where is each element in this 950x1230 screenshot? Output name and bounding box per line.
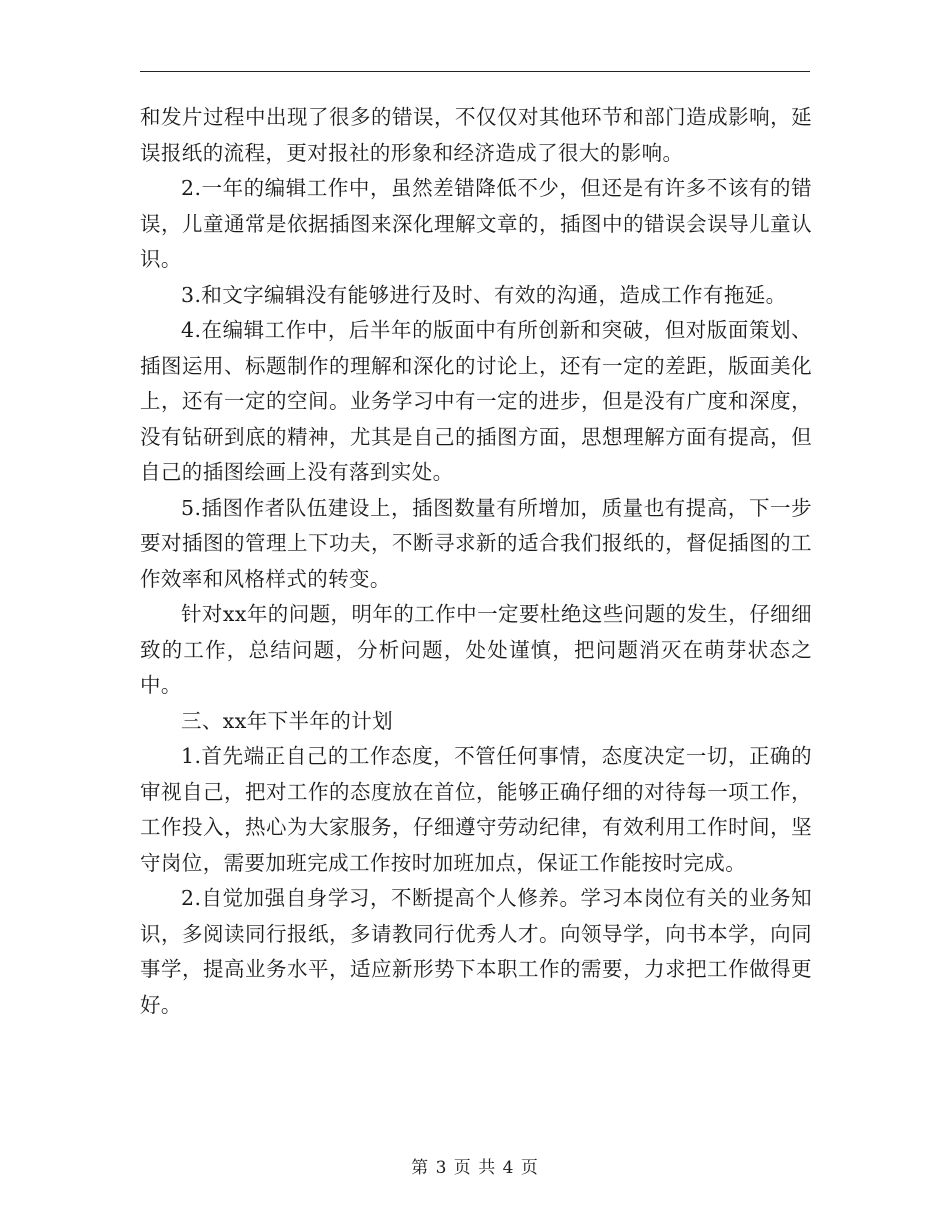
- paragraph-4: 4.在编辑工作中，后半年的版面中有所创新和突破，但对版面策划、插图运用、标题制作的理解和深化的讨论上，还有一定的差距，版面美化上，还有一定的空间。业务学习中有一定的进步，但是没有广度和深度，没有钻研到底的精神，尤其是自己的插图方面，思想理解方面有提高，但自己的插图绘画上没有落到实处。: [140, 318, 812, 484]
- paragraph-3: 3.和文字编辑没有能够进行及时、有效的沟通，造成工作有拖延。: [181, 282, 787, 307]
- paragraph-2: 2.一年的编辑工作中，虽然差错降低不少，但还是有许多不该有的错误，儿童通常是依据插图来深化理解文章的，插图中的错误会误导儿童认识。: [140, 176, 812, 271]
- paragraph-1: 和发片过程中出现了很多的错误，不仅仅对其他环节和部门造成影响，延误报纸的流程，更对报社的形象和经济造成了很大的影响。: [140, 105, 812, 165]
- paragraph-8: 2.自觉加强自身学习，不断提高个人修养。学习本岗位有关的业务知识，多阅读同行报纸，多请教同行优秀人才。向领导学，向书本学，向同事学，提高业务水平，适应新形势下本职工作的需要，力求把工作做得更好。: [140, 886, 812, 1017]
- paragraph-5: 5.插图作者队伍建设上，插图数量有所增加，质量也有提高，下一步要对插图的管理上下功夫，不断寻求新的适合我们报纸的，督促插图的工作效率和风格样式的转变。: [140, 495, 812, 591]
- page-number: 第 3 页 共 4 页: [411, 1158, 539, 1178]
- paragraph-7: 1.首先端正自己的工作态度，不管任何事情，态度决定一切，正确的审视自己，把对工作的态度放在首位，能够正确仔细的对待每一项工作，工作投入，热心为大家服务，仔细遵守劳动纪律，有效利用工作时间，坚守岗位，需要加班完成工作按时加班加点，保证工作能按时完成。: [140, 744, 812, 875]
- header-rule: [140, 71, 810, 72]
- document-body: [140, 100, 812, 1023]
- paragraph-6: 针对xx年的问题，明年的工作中一定要杜绝这些问题的发生，仔细细致的工作，总结问题，分析问题，处处谨慎，把问题消灭在萌芽状态之中。: [140, 602, 812, 697]
- section-heading: 三、xx年下半年的计划: [181, 708, 394, 733]
